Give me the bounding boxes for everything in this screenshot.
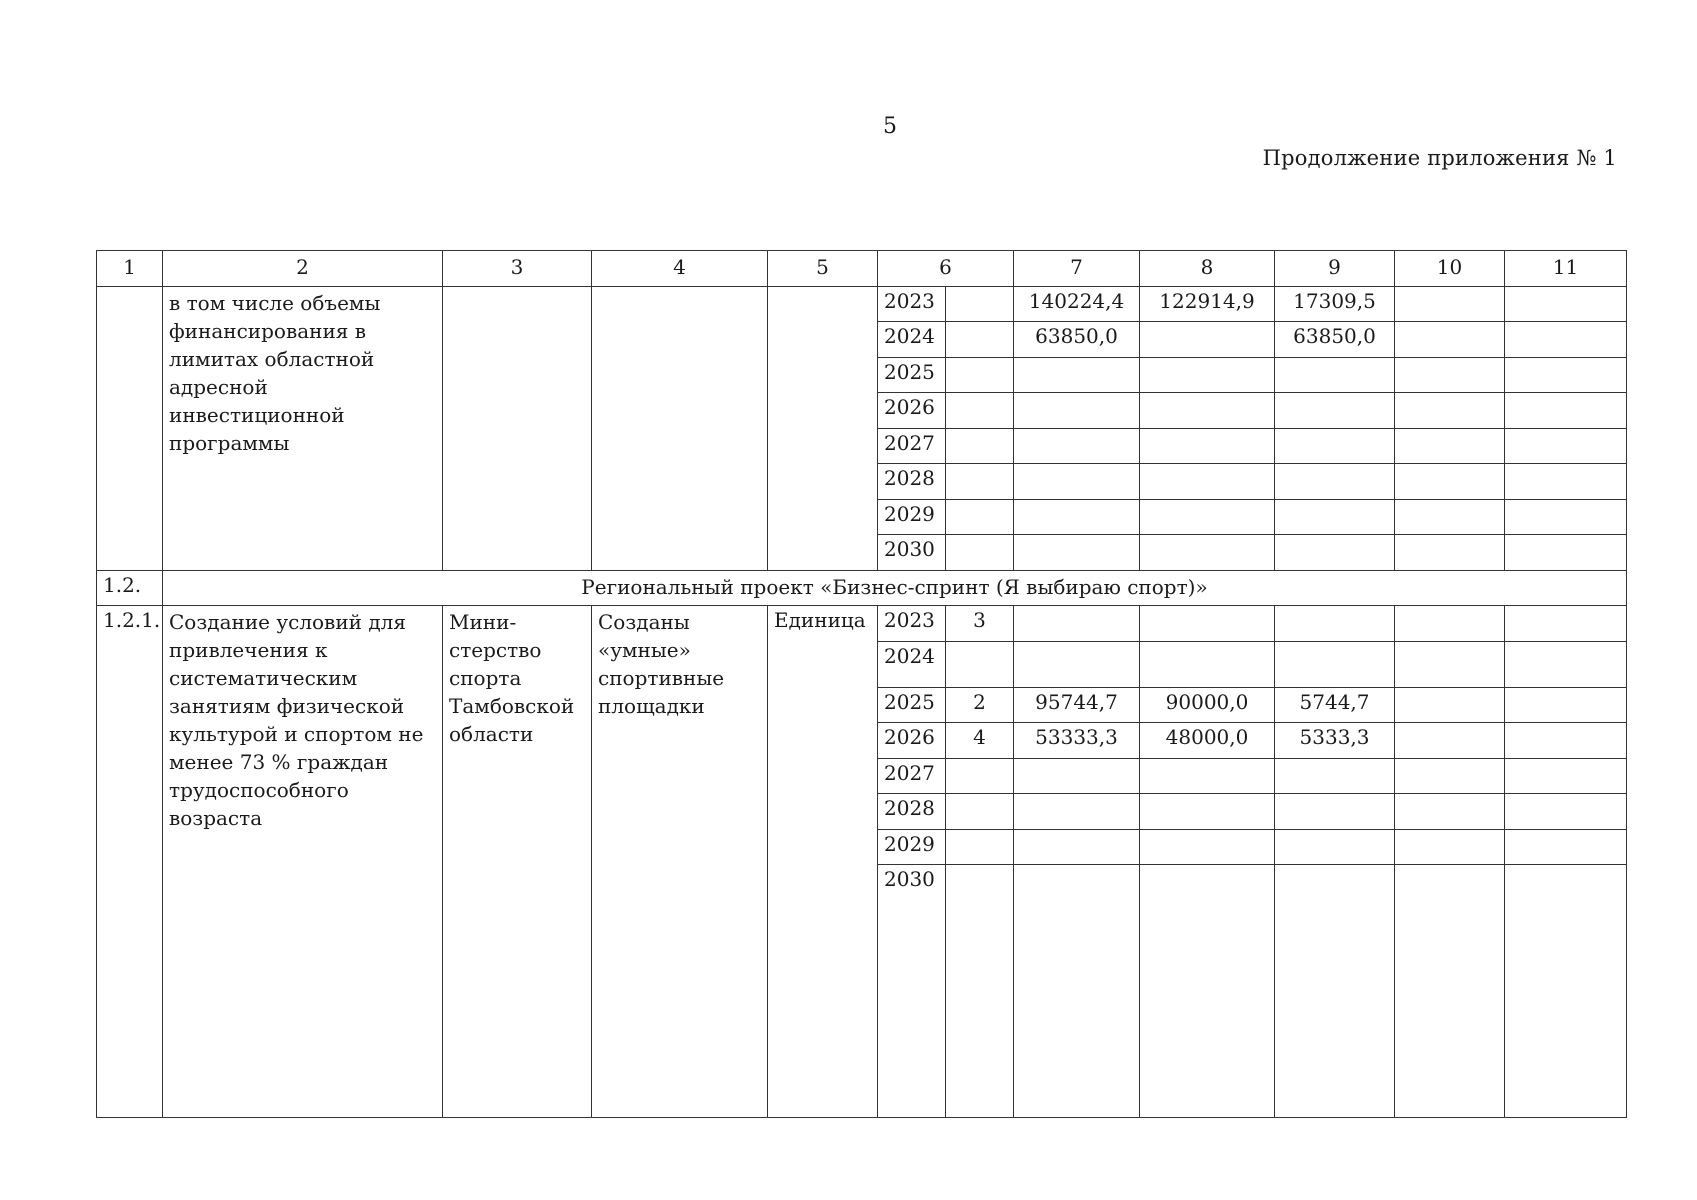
value-cell: 17309,5	[1275, 286, 1395, 322]
year-cell: 2026	[878, 393, 946, 429]
value-cell	[946, 829, 1014, 865]
value-cell	[1275, 535, 1395, 571]
value-cell: 4	[946, 723, 1014, 759]
value-cell	[1275, 829, 1395, 865]
value-cell	[1395, 794, 1505, 830]
value-cell	[946, 464, 1014, 500]
year-cell: 2027	[878, 428, 946, 464]
value-cell	[1505, 357, 1627, 393]
value-cell	[1505, 535, 1627, 571]
year-cell: 2023	[878, 606, 946, 642]
value-cell: 2	[946, 687, 1014, 723]
value-cell	[1014, 357, 1140, 393]
year-cell: 2030	[878, 865, 946, 1118]
header-cell: 4	[592, 251, 768, 287]
value-cell	[1395, 723, 1505, 759]
header-cell: 2	[163, 251, 443, 287]
value-cell	[1505, 758, 1627, 794]
value-cell	[1014, 794, 1140, 830]
value-cell: 5744,7	[1275, 687, 1395, 723]
year-cell: 2023	[878, 286, 946, 322]
value-cell	[1505, 687, 1627, 723]
value-cell	[946, 322, 1014, 358]
value-cell	[1505, 641, 1627, 687]
value-cell	[1275, 606, 1395, 642]
value-cell	[1140, 794, 1275, 830]
year-cell: 2025	[878, 687, 946, 723]
financing-table	[96, 250, 1627, 1118]
value-cell	[1275, 428, 1395, 464]
unit-cell	[768, 286, 878, 570]
header-cell: 7	[1014, 251, 1140, 287]
year-cell: 2030	[878, 535, 946, 571]
value-cell: 63850,0	[1014, 322, 1140, 358]
value-cell	[946, 535, 1014, 571]
year-cell: 2029	[878, 499, 946, 535]
year-cell: 2024	[878, 322, 946, 358]
row-description: в том числе объемы финансирования в лимитах областной адресной инвестиционной программы	[163, 286, 443, 570]
value-cell	[1014, 641, 1140, 687]
value-cell	[1505, 286, 1627, 322]
value-cell	[1395, 606, 1505, 642]
value-cell	[1505, 499, 1627, 535]
value-cell	[1395, 357, 1505, 393]
section-row	[97, 570, 1627, 606]
year-cell: 2026	[878, 723, 946, 759]
value-cell	[1395, 865, 1505, 1118]
value-cell	[1140, 322, 1275, 358]
value-cell: 3	[946, 606, 1014, 642]
section-number: 1.2.	[97, 570, 163, 606]
value-cell	[1275, 393, 1395, 429]
value-cell	[946, 641, 1014, 687]
result-cell	[592, 286, 768, 570]
value-cell	[1275, 641, 1395, 687]
value-cell	[1014, 758, 1140, 794]
value-cell	[1140, 393, 1275, 429]
value-cell	[1395, 393, 1505, 429]
value-cell: 53333,3	[1014, 723, 1140, 759]
value-cell	[1140, 464, 1275, 500]
value-cell	[1505, 865, 1627, 1118]
year-cell: 2028	[878, 794, 946, 830]
value-cell	[1395, 535, 1505, 571]
value-cell	[1275, 357, 1395, 393]
value-cell	[1014, 499, 1140, 535]
value-cell	[1014, 464, 1140, 500]
value-cell	[1395, 464, 1505, 500]
value-cell	[1140, 535, 1275, 571]
value-cell	[1140, 865, 1275, 1118]
value-cell: 63850,0	[1275, 322, 1395, 358]
table-row	[97, 286, 1627, 322]
value-cell	[1395, 829, 1505, 865]
column-number-row	[97, 251, 1627, 287]
value-cell	[1505, 606, 1627, 642]
executor-cell	[443, 286, 592, 570]
header-cell: 8	[1140, 251, 1275, 287]
header-cell: 1	[97, 251, 163, 287]
result-cell: Созданы «умные» спортивные площадки	[592, 606, 768, 1118]
value-cell	[1140, 641, 1275, 687]
value-cell	[1014, 606, 1140, 642]
year-cell: 2027	[878, 758, 946, 794]
value-cell	[1275, 758, 1395, 794]
value-cell	[946, 393, 1014, 429]
value-cell	[1275, 794, 1395, 830]
value-cell	[946, 499, 1014, 535]
value-cell	[1014, 829, 1140, 865]
value-cell	[1395, 687, 1505, 723]
value-cell	[1275, 499, 1395, 535]
value-cell	[1140, 428, 1275, 464]
value-cell	[1505, 464, 1627, 500]
value-cell	[1505, 322, 1627, 358]
year-cell: 2029	[878, 829, 946, 865]
value-cell	[946, 286, 1014, 322]
value-cell: 48000,0	[1140, 723, 1275, 759]
value-cell	[1395, 428, 1505, 464]
year-cell: 2024	[878, 641, 946, 687]
appendix-note: Продолжение приложения № 1	[1262, 146, 1617, 170]
value-cell	[1505, 829, 1627, 865]
value-cell	[1014, 535, 1140, 571]
table-row	[97, 606, 1627, 642]
value-cell	[946, 794, 1014, 830]
header-cell: 5	[768, 251, 878, 287]
value-cell	[1014, 393, 1140, 429]
year-cell: 2025	[878, 357, 946, 393]
value-cell	[1505, 393, 1627, 429]
value-cell	[1395, 641, 1505, 687]
unit-cell: Единица	[768, 606, 878, 1118]
value-cell: 140224,4	[1014, 286, 1140, 322]
executor-cell: Мини-стерство спорта Тамбовской области	[443, 606, 592, 1118]
value-cell	[1395, 499, 1505, 535]
value-cell	[1395, 286, 1505, 322]
value-cell	[946, 758, 1014, 794]
value-cell: 122914,9	[1140, 286, 1275, 322]
value-cell: 5333,3	[1275, 723, 1395, 759]
year-cell: 2028	[878, 464, 946, 500]
value-cell	[1275, 464, 1395, 500]
value-cell	[1140, 499, 1275, 535]
value-cell	[946, 428, 1014, 464]
value-cell	[1505, 794, 1627, 830]
value-cell	[946, 357, 1014, 393]
value-cell	[1140, 758, 1275, 794]
row-number-cell: 1.2.1.	[97, 606, 163, 1118]
value-cell	[1505, 428, 1627, 464]
value-cell	[1275, 865, 1395, 1118]
value-cell	[946, 865, 1014, 1118]
header-cell: 10	[1395, 251, 1505, 287]
value-cell	[1395, 322, 1505, 358]
value-cell	[1014, 428, 1140, 464]
section-title: Региональный проект «Бизнес-спринт (Я выбираю спорт)»	[163, 570, 1627, 606]
value-cell	[1014, 865, 1140, 1118]
value-cell	[1140, 357, 1275, 393]
row-number-cell	[97, 286, 163, 570]
value-cell	[1505, 723, 1627, 759]
value-cell	[1140, 606, 1275, 642]
row-description: Создание условий для привлечения к систематическим занятиям физической культурой и спортом не менее 73 % граждан трудоспособного возраста	[163, 606, 443, 1118]
header-cell: 9	[1275, 251, 1395, 287]
value-cell: 95744,7	[1014, 687, 1140, 723]
header-cell: 11	[1505, 251, 1627, 287]
value-cell	[1395, 758, 1505, 794]
header-cell: 6	[878, 251, 1014, 287]
page-number: 5	[883, 114, 897, 139]
value-cell	[1140, 829, 1275, 865]
header-cell: 3	[443, 251, 592, 287]
value-cell: 90000,0	[1140, 687, 1275, 723]
